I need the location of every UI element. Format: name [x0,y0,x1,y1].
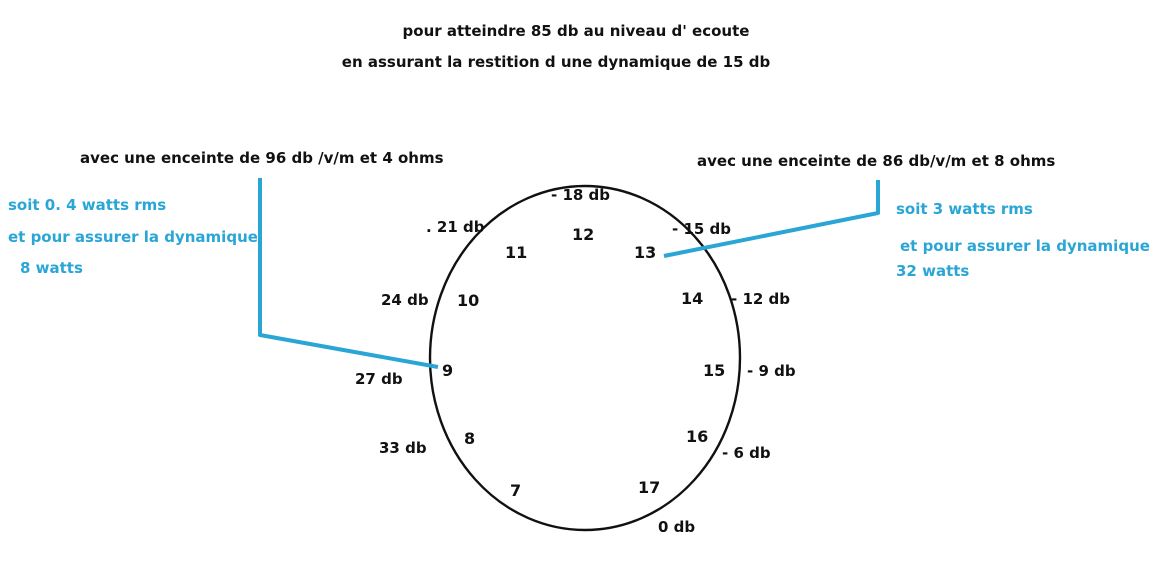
dial-hour: 9 [442,361,454,380]
dial-hour: 17 [638,478,661,497]
db-label: - 15 db [672,220,732,238]
dial-hour: 14 [681,289,704,308]
dial-hour: 11 [505,243,528,262]
db-label: - 6 db [722,444,771,462]
dial-hour: 10 [457,291,480,310]
db-label: . 21 db [426,218,485,236]
heading-line-1: pour atteindre 85 db au niveau d' ecoute [402,22,750,40]
dial-hour: 16 [686,427,709,446]
dial-hour: 12 [572,225,595,244]
db-label: 33 db [379,439,427,457]
db-label: - 12 db [731,290,791,308]
left-note-dynamic: et pour assurer la dynamique [8,228,258,246]
right-note-dynamic: et pour assurer la dynamique [900,237,1150,255]
right-speaker-label: avec une enceinte de 86 db/v/m et 8 ohms [697,152,1056,170]
db-label: 27 db [355,370,403,388]
right-note-power: soit 3 watts rms [896,200,1033,218]
left-note-power: soit 0. 4 watts rms [8,196,167,214]
heading-line-2: en assurant la restition d une dynamique de 15 db [341,53,771,71]
db-label: - 18 db [551,186,611,204]
dial-hour: 13 [634,243,657,262]
dial-hour: 15 [703,361,726,380]
left-note-watts: 8 watts [20,259,83,277]
right-note-watts: 32 watts [896,262,970,280]
db-label: 24 db [381,291,429,309]
db-label: - 9 db [747,362,796,380]
dial-hour: 7 [510,481,522,500]
left-speaker-label: avec une enceinte de 96 db /v/m et 4 ohms [80,149,444,167]
left-pointer-line [260,178,438,367]
dial-hour: 8 [464,429,476,448]
right-pointer-line [664,180,878,256]
db-label: 0 db [658,518,696,536]
